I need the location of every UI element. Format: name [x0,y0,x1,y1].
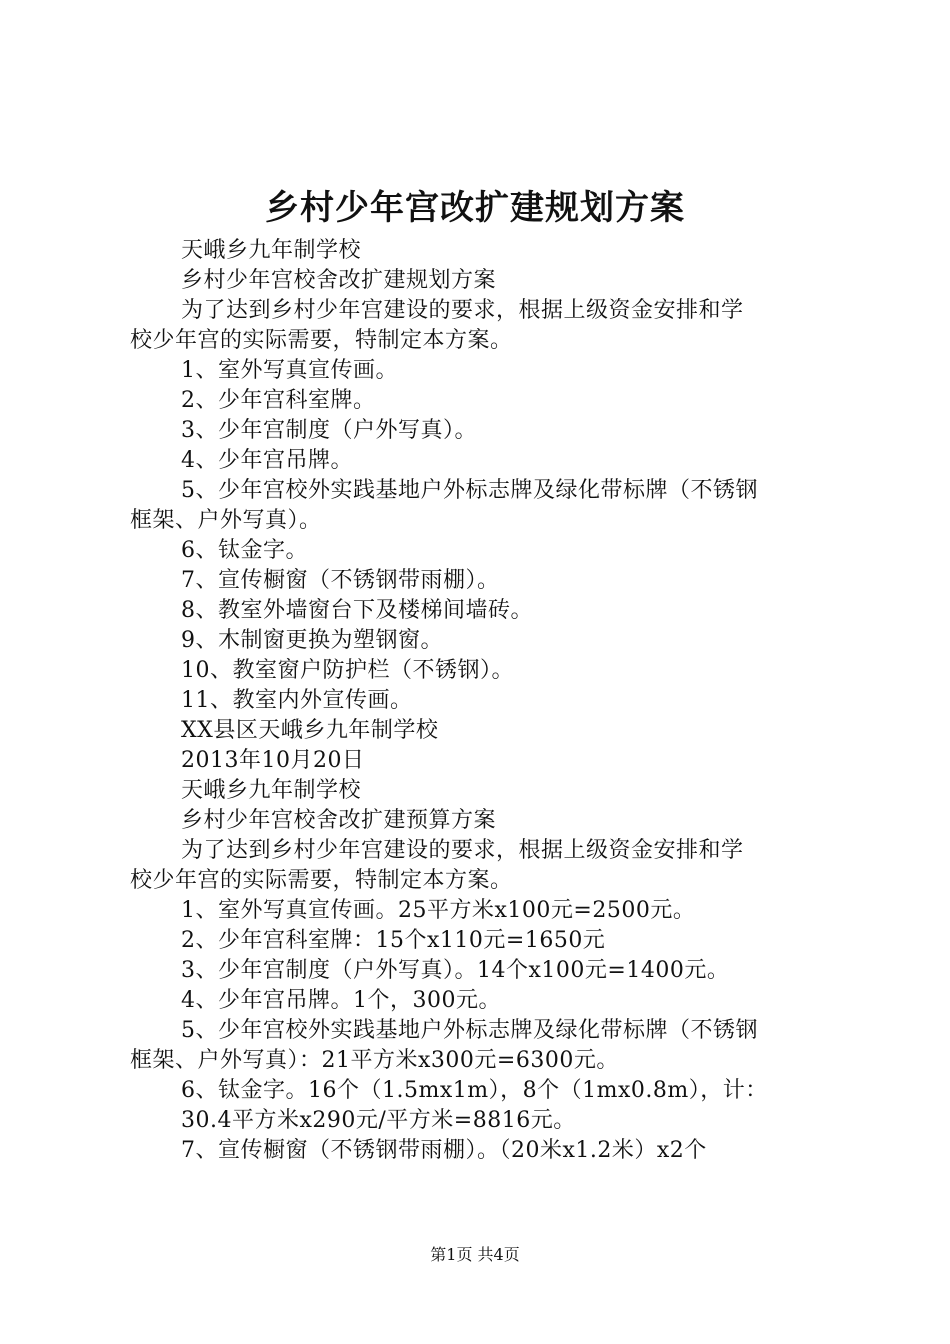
document-title: 乡村少年宫改扩建规划方案 [265,188,685,228]
text-line: 1、室外写真宣传画。 [181,358,398,383]
text-line: 框架、户外写真）。 [130,508,322,533]
text-line: 乡村少年宫校舍改扩建预算方案 [181,808,497,833]
text-line: 为了达到乡村少年宫建设的要求，根据上级资金安排和学 [181,838,744,863]
text-line: 4、少年宫吊牌。1个，300元。 [181,988,501,1013]
text-line: 5、少年宫校外实践基地户外标志牌及绿化带标牌（不锈钢 [181,1018,758,1043]
text-line: 2、少年宫科室牌：15个x110元=1650元 [181,928,606,953]
text-line: 3、少年宫制度（户外写真）。 [181,418,477,443]
text-line: 2、少年宫科室牌。 [181,388,376,413]
page-footer: 第1页 共4页 [430,1245,520,1264]
text-line: 8、教室外墙窗台下及楼梯间墙砖。 [181,598,533,623]
text-line: 30.4平方米x290元/平方米=8816元。 [181,1108,576,1133]
text-line: 11、教室内外宣传画。 [181,688,413,713]
text-line: 4、少年宫吊牌。 [181,448,353,473]
text-line: 2013年10月20日 [181,748,365,773]
text-line: 校少年宫的实际需要，特制定本方案。 [130,868,513,893]
text-line: 10、教室窗户防护栏（不锈钢）。 [181,658,514,683]
text-line: 为了达到乡村少年宫建设的要求，根据上级资金安排和学 [181,298,744,323]
text-line: 9、木制窗更换为塑钢窗。 [181,628,443,653]
text-line: 6、钛金字。 [181,538,308,563]
text-line: 乡村少年宫校舍改扩建规划方案 [181,268,497,293]
text-line: 7、宣传橱窗（不锈钢带雨棚）。（20米x1.2米）x2个 [181,1138,707,1163]
text-line: 5、少年宫校外实践基地户外标志牌及绿化带标牌（不锈钢 [181,478,758,503]
text-line: XX县区天峨乡九年制学校 [181,718,439,743]
text-line: 天峨乡九年制学校 [181,238,362,263]
text-line: 校少年宫的实际需要，特制定本方案。 [130,328,513,353]
text-line: 框架、户外写真）：21平方米x300元=6300元。 [130,1048,619,1073]
document-body [130,236,830,1166]
text-line: 6、钛金字。16个（1.5mx1m），8个（1mx0.8m），计： [181,1078,768,1103]
text-line: 1、室外写真宣传画。25平方米x100元=2500元。 [181,898,696,923]
text-line: 3、少年宫制度（户外写真）。14个x100元=1400元。 [181,958,730,983]
text-line: 7、宣传橱窗（不锈钢带雨棚）。 [181,568,500,593]
text-line: 天峨乡九年制学校 [181,778,362,803]
